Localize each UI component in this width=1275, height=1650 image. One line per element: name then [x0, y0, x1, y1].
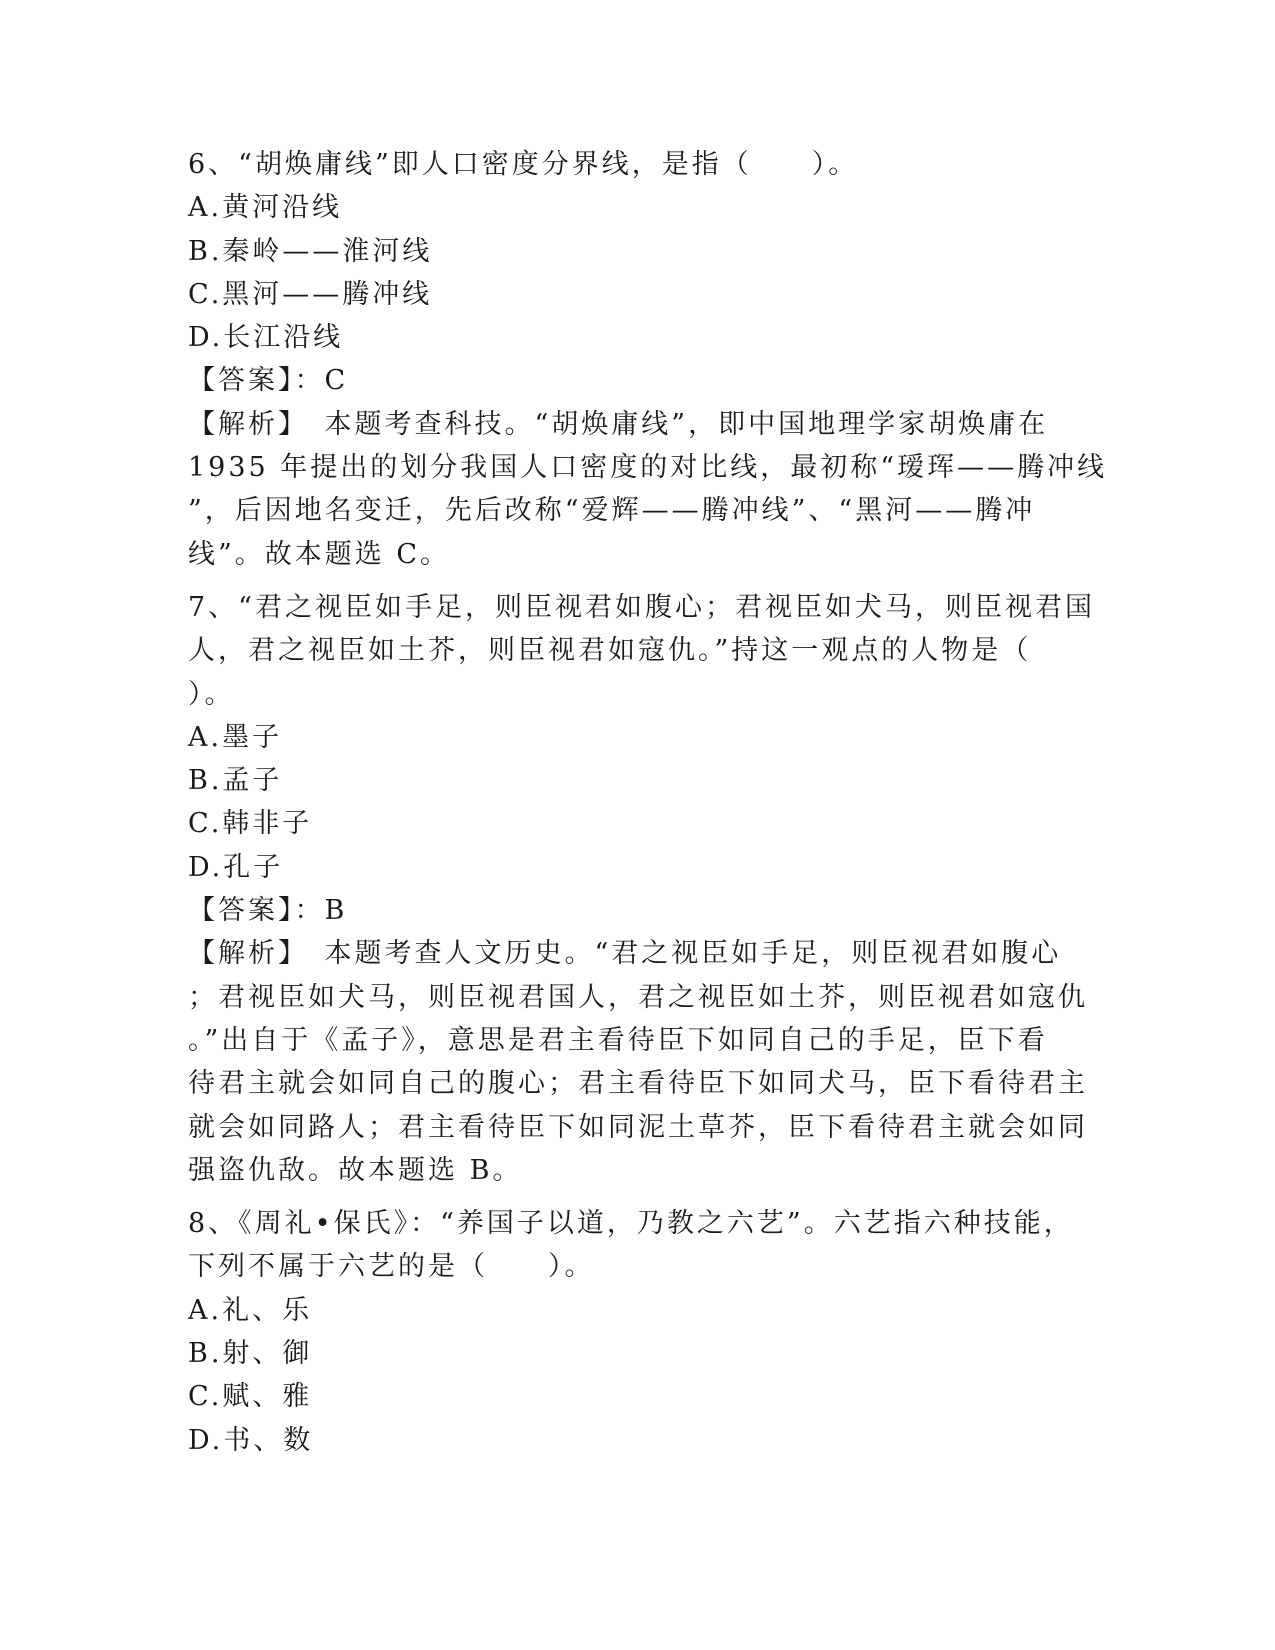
- document-page: [188, 143, 1108, 1462]
- option-d: D.孔子: [188, 851, 284, 883]
- explanation-line: 【解析】 本题考查科技。“胡焕庸线”，即中国地理学家胡焕庸在: [188, 408, 1049, 440]
- question-stem: 8、《周礼•保氏》：“养国子以道，乃教之六艺”。六艺指六种技能，: [188, 1208, 1074, 1240]
- question-8: [188, 1202, 1088, 1462]
- question-stem: 7、“君之视臣如手足，则臣视君如腹心；君视臣如犬马，则臣视君国: [188, 591, 1095, 623]
- option-a: A.墨子: [188, 721, 283, 753]
- explanation-line: 1935 年提出的划分我国人口密度的对比线，最初称“瑷珲——腾冲线: [188, 452, 1108, 484]
- question-7: [188, 586, 1095, 1192]
- question-stem: 人，君之视臣如土芥，则臣视君如寇仇。”持这一观点的人物是（: [188, 635, 1032, 667]
- explanation-line: ”，后因地名变迁，先后改称“爱辉——腾冲线”、“黑河——腾冲: [188, 495, 1036, 527]
- option-d: D.书、数: [188, 1424, 314, 1456]
- option-b: B.射、御: [188, 1338, 313, 1370]
- option-b: B.孟子: [188, 765, 283, 797]
- explanation-line: 【解析】 本题考查人文历史。“君之视臣如手足，则臣视君如腹心: [188, 938, 1062, 970]
- explanation-line: ；君视臣如犬马，则臣视君国人，君之视臣如土芥，则臣视君如寇仇: [188, 981, 1088, 1013]
- explanation-line: 待君主就会如同自己的腹心；君主看待臣下如同犬马，臣下看待君主: [188, 1068, 1088, 1100]
- option-c: C.韩非子: [188, 808, 313, 840]
- explanation-line: 。”出自于《孟子》，意思是君主看待臣下如同自己的手足，臣下看: [188, 1024, 1048, 1056]
- question-6: [188, 143, 1108, 576]
- answer-line: 【答案】：B: [188, 895, 348, 927]
- option-c: C.赋、雅: [188, 1381, 313, 1413]
- question-stem: 6、“胡焕庸线”即人口密度分界线，是指（ ）。: [188, 149, 859, 180]
- explanation-line: 强盗仇敌。故本题选 B。: [188, 1154, 523, 1186]
- option-a: A.黄河沿线: [188, 192, 343, 224]
- option-b: B.秦岭——淮河线: [188, 235, 433, 267]
- explanation-line: 线”。故本题选 C。: [188, 538, 451, 570]
- question-stem: ）。: [188, 678, 235, 710]
- option-c: C.黑河——腾冲线: [188, 278, 433, 310]
- option-a: A.礼、乐: [188, 1294, 313, 1326]
- explanation-line: 就会如同路人；君主看待臣下如同泥土草芥，臣下看待君主就会如同: [188, 1111, 1088, 1143]
- answer-line: 【答案】：C: [188, 365, 349, 397]
- option-d: D.长江沿线: [188, 322, 344, 354]
- question-stem: 下列不属于六艺的是（ ）。: [188, 1251, 595, 1283]
